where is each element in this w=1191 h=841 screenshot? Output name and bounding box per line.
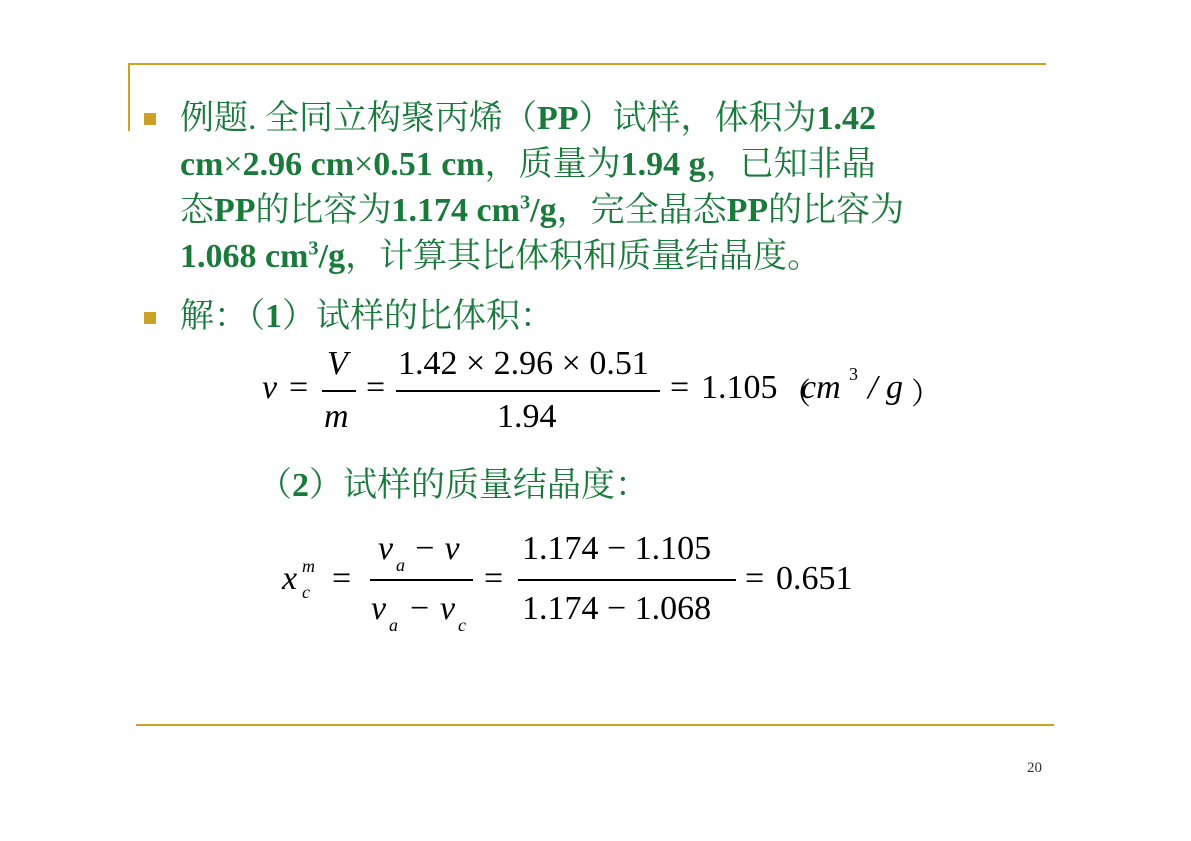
problem-text-segment: cm	[180, 146, 224, 183]
top-rule	[128, 63, 1046, 65]
problem-text-segment: /g	[530, 192, 557, 229]
problem-line-2	[180, 142, 1040, 188]
solution-text-segment: 1	[265, 298, 282, 335]
problem-text-segment: 1.174 cm	[391, 192, 520, 229]
eq1-equals: =	[366, 369, 386, 406]
solution-text-segment: （	[258, 467, 292, 504]
eq1-frac2-bar	[396, 390, 660, 392]
solution-step-1	[180, 294, 554, 340]
eq2-frac2-numerator: 1.174 − 1.105	[522, 530, 712, 567]
eq2-lhs-subscript: c	[302, 582, 310, 602]
problem-line-4	[180, 234, 1040, 280]
problem-text-segment: 1.068 cm	[180, 238, 309, 275]
bottom-rule	[136, 724, 1054, 726]
problem-text-segment: PP	[537, 100, 579, 137]
problem-text-segment: 1.94 g	[620, 146, 706, 183]
bullet-icon	[144, 312, 156, 324]
eq1-frac1-denominator: m	[324, 398, 349, 435]
page-number: 20	[1027, 760, 1042, 776]
problem-text-segment: 3	[519, 191, 531, 214]
problem-text-segment: ×	[354, 146, 374, 183]
problem-line-1	[180, 96, 1040, 142]
eq2-frac1-den-v1: v	[371, 590, 387, 627]
problem-text-segment: ，计算其比体积和质量结晶度。	[345, 238, 822, 275]
solution-text-segment: ）试样的质量结晶度：	[309, 467, 649, 504]
eq1-unit-close: ）	[911, 378, 941, 411]
eq2-frac1-bar	[370, 579, 473, 581]
eq1-unit-cm: cm	[801, 369, 841, 406]
problem-line-3	[180, 188, 1040, 234]
eq1-result: 1.105	[701, 369, 778, 406]
problem-text	[180, 96, 1040, 280]
problem-text-segment: ，质量为	[484, 146, 621, 183]
eq1-unit-rest: / g	[868, 369, 903, 406]
eq1-frac2-numerator: 1.42 × 2.96 × 0.51	[398, 345, 649, 382]
eq2-lhs-base: x	[282, 560, 298, 597]
eq1-equals: =	[670, 369, 690, 406]
problem-text-segment: 0.51 cm	[373, 146, 485, 183]
problem-text-segment: 2.96 cm	[242, 146, 355, 183]
problem-text-segment: PP	[726, 192, 769, 229]
solution-step-2	[258, 463, 649, 509]
eq2-frac1-den-sub2: c	[458, 615, 466, 635]
problem-text-segment: 3	[308, 237, 319, 260]
problem-text-segment: ，完全晶态	[556, 192, 727, 229]
problem-text-segment: 例题. 全同立构聚丙烯（	[180, 100, 537, 137]
eq2-frac2-denominator: 1.174 − 1.068	[522, 590, 712, 627]
problem-text-segment: /g	[318, 238, 346, 275]
eq2-frac1-num-rest: − v	[413, 530, 460, 567]
problem-text-segment: ，已知非晶	[705, 146, 876, 183]
eq1-equals: =	[289, 369, 309, 406]
eq2-frac1-den-sub1: a	[389, 615, 398, 635]
eq1-unit-open: （	[781, 378, 811, 411]
solution-text-segment: 解：（	[180, 298, 265, 335]
solution-text-segment: ）试样的比体积：	[282, 298, 554, 335]
eq2-frac1-den-v2: v	[440, 590, 456, 627]
eq2-result: 0.651	[776, 560, 853, 597]
eq1-unit-exponent: 3	[849, 364, 858, 384]
problem-text-segment: ）试样，体积为	[578, 100, 817, 137]
eq2-equals: =	[484, 560, 504, 597]
left-rule	[128, 63, 130, 131]
problem-text-segment: 的比容为	[768, 192, 905, 229]
problem-text-segment: 的比容为	[255, 192, 392, 229]
eq2-frac1-num-v: v	[378, 530, 394, 567]
solution-text-segment: 2	[292, 467, 309, 504]
eq2-equals: =	[332, 560, 352, 597]
eq2-equals: =	[745, 560, 765, 597]
eq2-frac1-num-sub: a	[396, 555, 405, 575]
problem-text-segment: 1.42	[816, 100, 877, 137]
eq1-frac1-numerator: V	[327, 345, 348, 382]
problem-text-segment: 态	[180, 192, 214, 229]
eq1-frac1-bar	[322, 390, 356, 392]
problem-text-segment: ×	[223, 146, 243, 183]
eq2-lhs-superscript: m	[302, 556, 315, 576]
problem-text-segment: PP	[214, 192, 256, 229]
eq2-frac1-den-minus: −	[410, 590, 430, 627]
eq2-frac2-bar	[518, 579, 736, 581]
eq1-frac2-denominator: 1.94	[497, 398, 557, 435]
eq1-lhs: v	[262, 369, 278, 406]
bullet-icon	[144, 113, 156, 125]
